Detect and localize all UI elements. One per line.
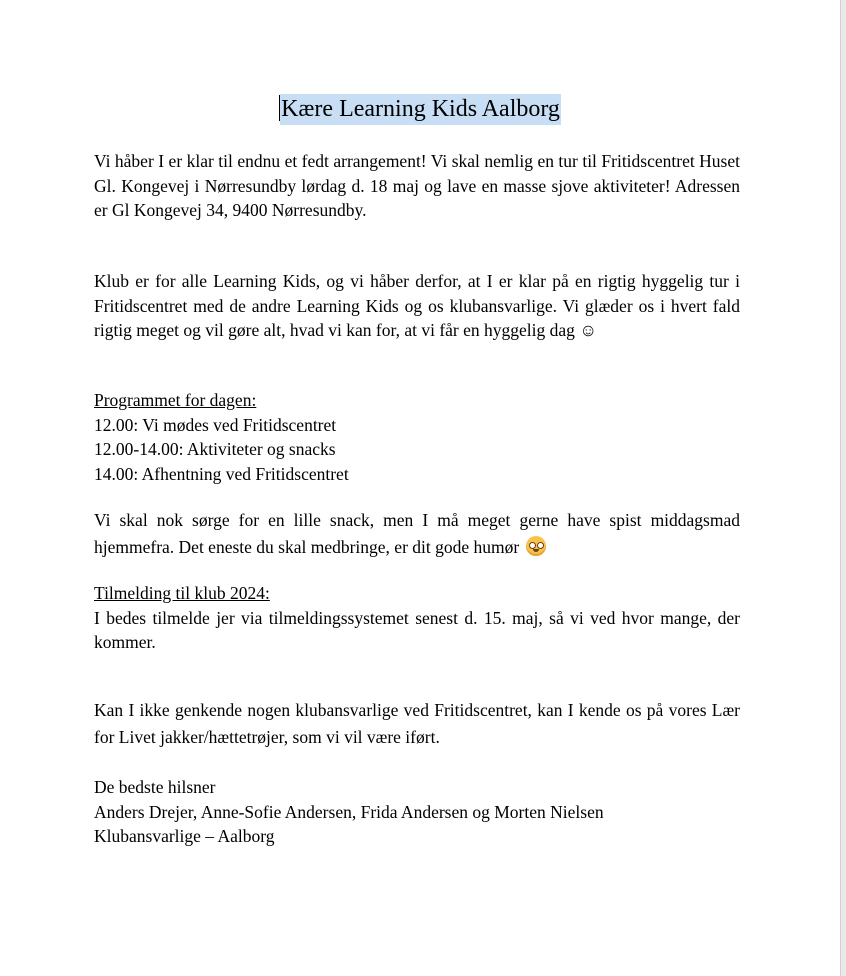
- closing-greeting[interactable]: De bedste hilsner: [94, 777, 216, 797]
- smiling-face-icon: [526, 536, 546, 556]
- signup-heading[interactable]: Tilmelding til klub 2024:: [94, 583, 270, 603]
- closing-section: [94, 775, 740, 849]
- intro-paragraph[interactable]: Vi håber I er klar til endnu et fedt arrangement! Vi skal nemlig en tur til Fritidscentret Huset Gl. Kongevej i Nørresundby lørdag d. 18 maj og lave en masse sjove aktiviteter! Adressen er Gl Kongevej 34, 9400 Nørresundby.: [94, 151, 740, 220]
- title-row: [0, 94, 840, 125]
- closing-role[interactable]: Klubansvarlige – Aalborg: [94, 826, 275, 846]
- document-title[interactable]: Kære Learning Kids Aalborg: [280, 94, 561, 125]
- signup-text[interactable]: I bedes tilmelde jer via tilmeldingssystemet senest d. 15. maj, så vi ved hvor mange, der kommer.: [94, 607, 740, 652]
- program-item[interactable]: 14.00: Afhentning ved Fritidscentret: [94, 463, 349, 484]
- program-item[interactable]: 12.00-14.00: Aktiviteter og snacks: [94, 439, 336, 459]
- program-item[interactable]: 12.00: Vi mødes ved Fritidscentret: [94, 414, 337, 435]
- signup-section: [94, 581, 740, 655]
- snack-text[interactable]: Vi skal nok sørge for en lille snack, men I må meget gerne have spist middagsmad hjemmefra. Det eneste du skal medbringe, er dit gode humør: [94, 510, 740, 557]
- club-paragraph[interactable]: Klub er for alle Learning Kids, og vi håber derfor, at I er klar på en rigtig hyggelig tur i Fritidscentret med de andre Learning Kids og os klubansvarlige. Vi glæder os i hvert fald rigtig meget og vil gøre alt, hvad vi kan for, at vi får en hyggelig dag ☺: [94, 271, 740, 340]
- recognize-paragraph[interactable]: Kan I ikke genkende nogen klubansvarlige ved Fritidscentret, kan I kende os på vores Lær for Livet jakker/hættetrøjer, som vi vil være iført.: [94, 700, 740, 747]
- closing-names[interactable]: Anders Drejer, Anne-Sofie Andersen, Frida Andersen og Morten Nielsen: [94, 801, 604, 822]
- program-heading[interactable]: Programmet for dagen:: [94, 390, 257, 410]
- snack-paragraph: [94, 507, 740, 561]
- program-section: [94, 388, 740, 486]
- page-edge-shadow: [840, 0, 846, 976]
